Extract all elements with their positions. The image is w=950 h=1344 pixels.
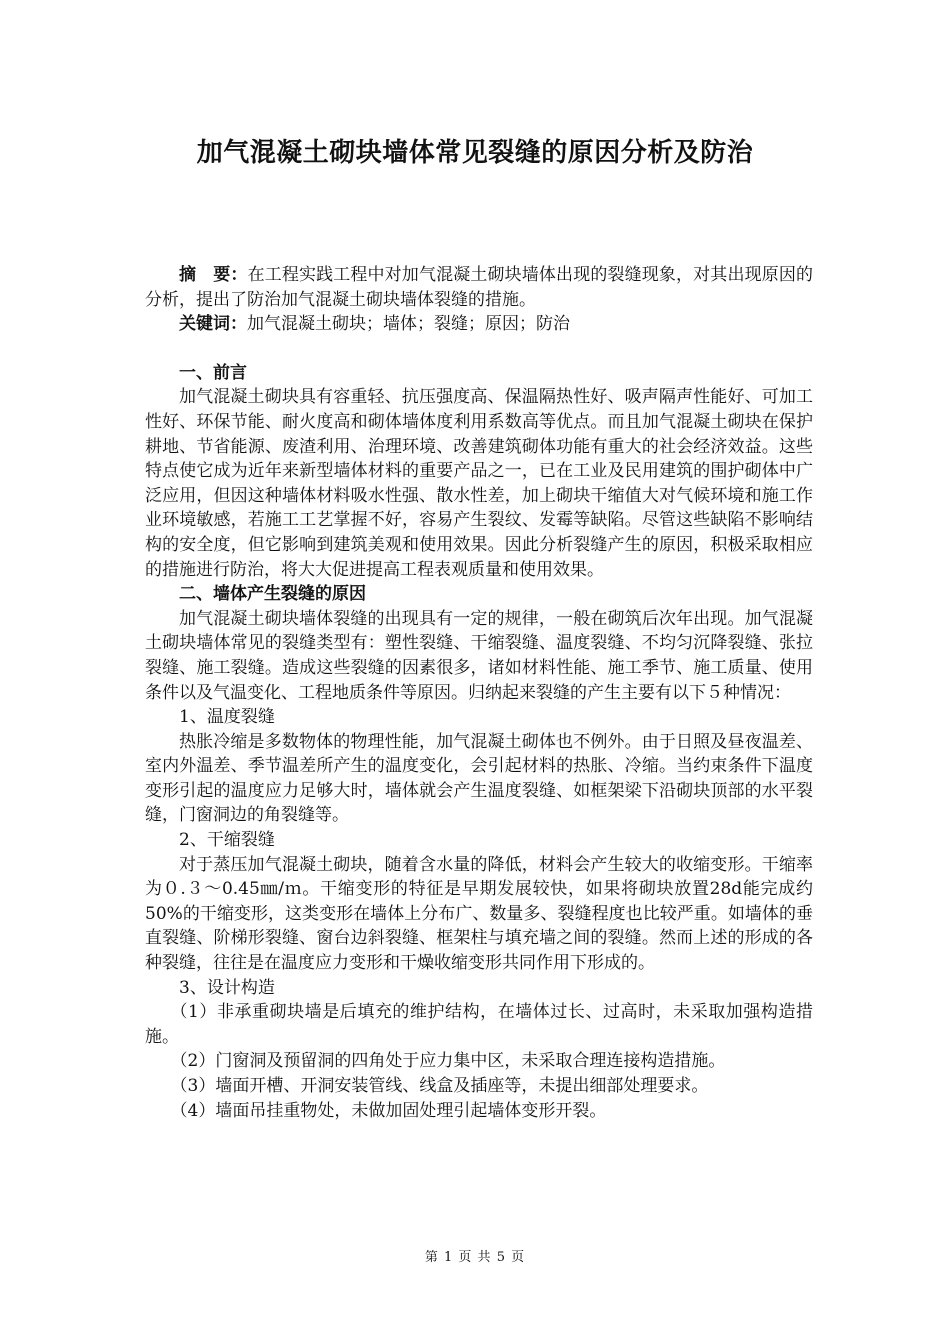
document-title: 加气混凝土砌块墙体常见裂缝的原因分析及防治 [196,138,754,168]
subsection-3-item: （3）墙面开槽、开洞安装管线、线盒及插座等，未提出细部处理要求。 [170,1076,709,1096]
document-body [145,263,813,1123]
subsection-3-item: （4）墙面吊挂重物处，未做加固处理引起墙体变形开裂。 [170,1100,607,1121]
abstract-label: 摘 要： [179,265,248,285]
keywords-paragraph [145,312,813,337]
section-2-paragraph: 加气混凝土砌块墙体裂缝的出现具有一定的规律，一般在砌筑后次年出现。加气混凝土砌块墙体常见的裂缝类型有：塑性裂缝、干缩裂缝、温度裂缝、不均匀沉降裂缝、张拉裂缝、施工裂缝。造成这些裂缝的因素很多，诸如材料性能、施工季节、施工质量、使用条件以及气温变化、工程地质条件等原因。归纳起来裂缝的产生主要有以下５种情况： [145,608,813,703]
section-1-paragraph: 加气混凝土砌块具有容重轻、抗压强度高、保温隔热性好、吸声隔声性能好、可加工性好、环保节能、耐火度高和砌体墙体度利用系数高等优点。而且加气混凝土砌块在保护耕地、节省能源、废渣利用、治理环境、改善建筑砌体功能有重大的社会经济效益。这些特点使它成为近年来新型墙体材料的重要产品之一，已在工业及民用建筑的围护砌体中广泛应用，但因这种墙体材料吸水性强、散水性差，加上砌块干缩值大对气候环境和施工作业环境敏感，若施工工艺掌握不好，容易产生裂纹、发霉等缺陷。尽管这些缺陷不影响结构的安全度，但它影响到建筑美观和使用效果。因此分析裂缝产生的原因，积极采取相应的措施进行防治，将大大促进提高工程表观质量和使用效果。 [145,387,813,580]
section-2-heading: 二、墙体产生裂缝的原因 [179,584,366,605]
keywords-text: 加气混凝土砌块；墙体；裂缝；原因；防治 [247,314,570,335]
paragraph-gap [145,337,813,361]
subsection-3-item: （2）门窗洞及预留洞的四角处于应力集中区，未采取合理连接构造措施。 [170,1051,726,1072]
abstract-paragraph [145,263,813,312]
subsection-3-item: （1）非承重砌块墙是后填充的维护结构，在墙体过长、过高时，未采取加强构造措施。 [145,1002,813,1047]
keywords-label: 关键词： [179,314,247,335]
subsection-2-heading: 2、干缩裂缝 [179,830,275,851]
subsection-1-heading: 1、温度裂缝 [179,707,275,728]
section-1-heading: 一、前言 [179,362,247,383]
subsection-2-paragraph: 对于蒸压加气混凝土砌块，随着含水量的降低，材料会产生较大的收缩变形。干缩率为０.３～0.45㎜/ｍ。干缩变形的特征是早期发展较快，如果将砌块放置28d能完成约50%的干缩变形，这类变形在墙体上分布广、数量多、裂缝程度也比较严重。如墙体的垂直裂缝、阶梯形裂缝、窗台边斜裂缝、框架柱与填充墙之间的裂缝。然而上述的形成的各种裂缝，往往是在温度应力变形和干燥收缩变形共同作用下形成的。 [145,854,813,974]
abstract-text: 在工程实践工程中对加气混凝土砌块墙体出现的裂缝现象，对其出现原因的分析，提出了防治加气混凝土砌块墙体裂缝的措施。 [145,265,814,310]
subsection-3-heading: 3、设计构造 [179,977,275,998]
page-footer: 第 1 页 共 5 页 [424,1250,526,1265]
subsection-1-paragraph: 热胀冷缩是多数物体的物理性能，加气混凝土砌体也不例外。由于日照及昼夜温差、室内外温差、季节温差所产生的温度变化，会引起材料的热胀、冷缩。当约束条件下温度变形引起的温度应力足够大时，墙体就会产生温度裂缝、如框架梁下沿砌块顶部的水平裂缝，门窗洞边的角裂缝等。 [145,731,813,826]
